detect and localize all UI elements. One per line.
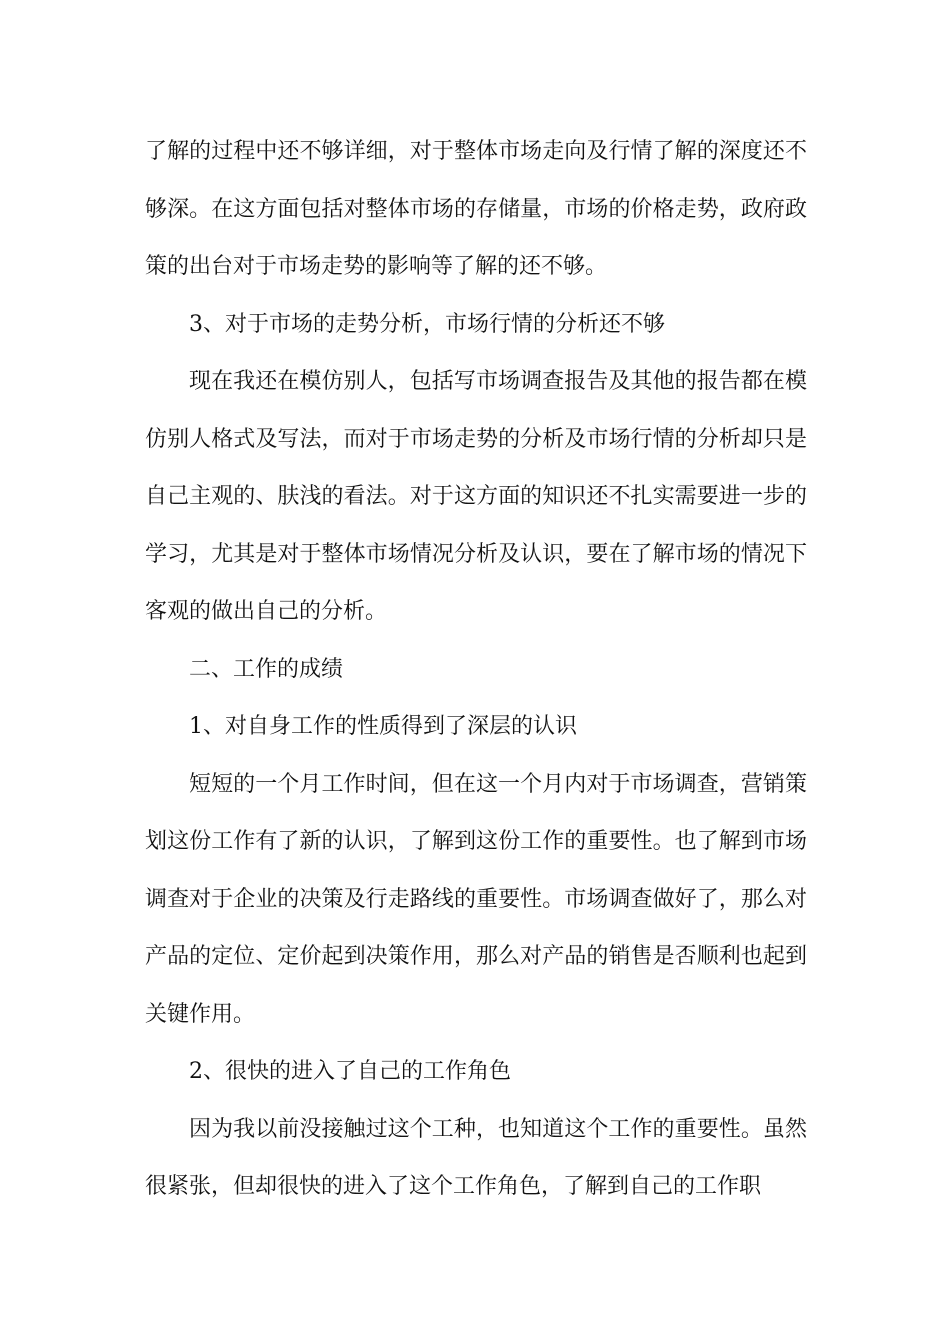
heading-3-market-analysis: 3、对于市场的走势分析，市场行情的分析还不够 bbox=[189, 311, 665, 337]
document-body bbox=[145, 123, 807, 1216]
paragraph-1: 了解的过程中还不够详细，对于整体市场走向及行情了解的深度还不够深。在这方面包括对整体市场的存储量，市场的价格走势，政府政策的出台对于市场走势的影响等了解的还不够。 bbox=[145, 139, 807, 279]
paragraph-imitation: 现在我还在模仿别人，包括写市场调查报告及其他的报告都在模仿别人格式及写法，而对于市场走势的分析及市场行情的分析却只是自己主观的、肤浅的看法。对于这方面的知识还不扎实需要进一步的学习，尤其是对于整体市场情况分析及认识，要在了解市场的情况下客观的做出自己的分析。 bbox=[145, 369, 807, 624]
heading-2-work-role: 2、很快的进入了自己的工作角色 bbox=[189, 1059, 511, 1084]
section-heading-achievements: 二、工作的成绩 bbox=[189, 656, 344, 682]
paragraph-one-month: 短短的一个月工作时间，但在这一个月内对于市场调查，营销策划这份工作有了新的认识，了解到这份工作的重要性。也了解到市场调查对于企业的决策及行走路线的重要性。市场调查做好了，那么对产品的定位、定价起到决策作用，那么对产品的销售是否顺利也起到关键作用。 bbox=[145, 771, 807, 1027]
paragraph-new-job: 因为我以前没接触过这个工种，也知道这个工作的重要性。虽然很紧张，但却很快的进入了这个工作角色，了解到自己的工作职 bbox=[145, 1116, 807, 1199]
heading-1-work-nature: 1、对自身工作的性质得到了深层的认识 bbox=[189, 714, 577, 739]
